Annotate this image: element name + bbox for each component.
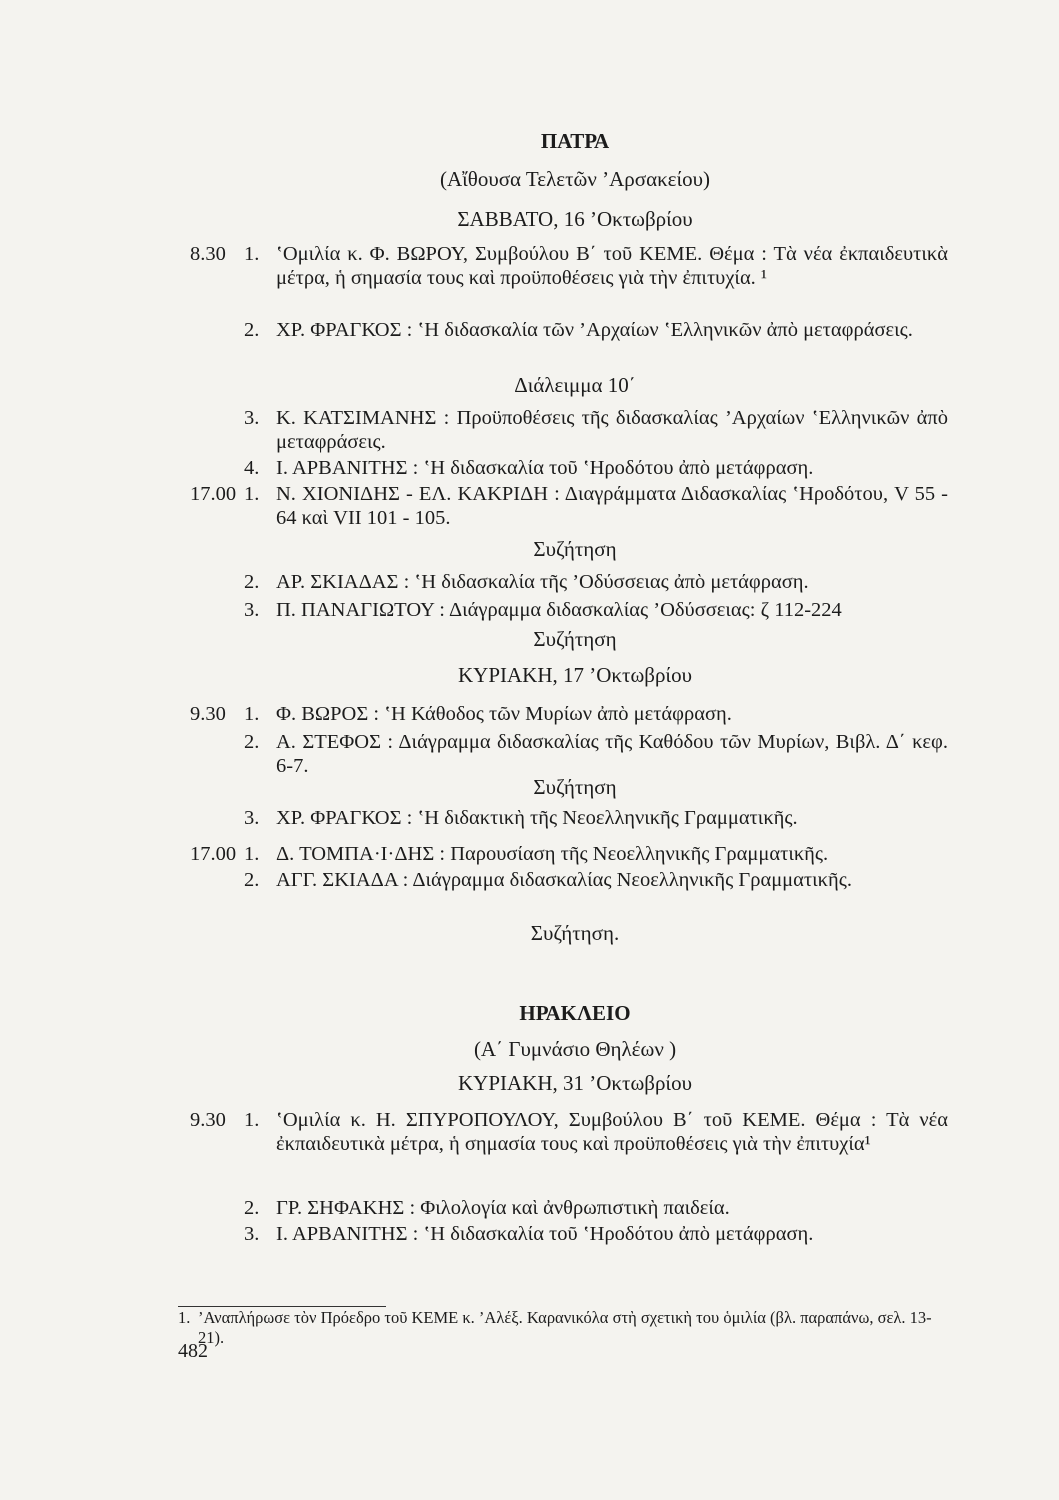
entry-number: 1. <box>244 243 260 265</box>
entry-number: 2. <box>244 571 260 593</box>
entry-text: ΑΓΓ. ΣΚΙΑΔΑ : Διάγραμμα διδασκαλίας Νεοελληνικῆς Γραμματικῆς. <box>276 869 852 891</box>
day-heading-sunday: ΚΥΡΙΑΚΗ, 17 ’Οκτωβρίου <box>458 663 692 687</box>
entry-text: ΓΡ. ΣΗΦΑΚΗΣ : Φιλολογία καὶ ἀνθρωπιστικὴ παιδεία. <box>276 1197 730 1219</box>
entry-text: Ι. ΑΡΒΑΝΙΤΗΣ : ʽΗ διδασκαλία τοῦ ʽΗροδότου ἀπὸ μετάφραση. <box>276 1223 814 1245</box>
page-number: 482 <box>178 1340 208 1362</box>
day-heading-saturday: ΣΑΒΒΑΤΟ, 16 ’Οκτωβρίου <box>457 207 693 231</box>
entry-time: 9.30 <box>190 1109 226 1131</box>
entry-number: 2. <box>244 319 260 341</box>
entry-text: ʽΟμιλία κ. Η. ΣΠΥΡΟΠΟΥΛΟΥ, Συμβούλου Β΄ τοῦ ΚΕΜΕ. Θέμα : Τὰ νέα ἐκπαιδευτικὰ μέτρα, ἡ σημασία τους καὶ προϋποθέσεις γιὰ τὴν ἐπιτυχία¹ <box>276 1109 948 1155</box>
entry-number: 2. <box>244 869 260 891</box>
section-title-irakleio: ΗΡΑΚΛΕΙΟ <box>519 1001 631 1025</box>
entry-text: Κ. ΚΑΤΣΙΜΑΝΗΣ : Προϋποθέσεις τῆς διδασκαλίας ’Αρχαίων ʽΕλληνικῶν ἀπὸ μεταφράσεις. <box>276 407 948 453</box>
entry-text: ʽΟμιλία κ. Φ. ΒΩΡΟΥ, Συμβούλου Β΄ τοῦ ΚΕΜΕ. Θέμα : Τὰ νέα ἐκπαιδευτικὰ μέτρα, ἡ σημασία τους καὶ προϋποθέσεις γιὰ τὴν ἐπιτυχία. ¹ <box>276 243 948 289</box>
entry-number: 1. <box>244 843 260 865</box>
section-title-patra: ΠΑΤΡΑ <box>540 129 610 153</box>
entry-text: Ν. ΧΙΟΝΙΔΗΣ - ΕΛ. ΚΑΚΡΙΔΗ : Διαγράμματα Διδασκαλίας ʽΗροδότου, V 55 - 64 καὶ VII 101 - 105. <box>276 483 948 529</box>
discussion-heading: Συζήτηση <box>533 775 617 799</box>
entry-text: Ι. ΑΡΒΑΝΙΤΗΣ : ʽΗ διδασκαλία τοῦ ʽΗροδότου ἀπὸ μετάφραση. <box>276 457 814 479</box>
day-heading-irakleio: ΚΥΡΙΑΚΗ, 31 ’Οκτωβρίου <box>458 1071 692 1095</box>
entry-time: 8.30 <box>190 243 226 265</box>
entry-time: 17.00 <box>190 843 237 865</box>
entry-number: 3. <box>244 807 260 829</box>
footnote-number: 1. <box>178 1308 191 1327</box>
entry-time: 17.00 <box>190 483 237 505</box>
entry-text: Φ. ΒΩΡΟΣ : ʽΗ Κάθοδος τῶν Μυρίων ἀπὸ μετάφραση. <box>276 703 732 725</box>
entry-text: Π. ΠΑΝΑΓΙΩΤΟΥ : Διάγραμμα διδασκαλίας ’Οδύσσειας: ζ 112-224 <box>276 599 842 621</box>
entry-time: 9.30 <box>190 703 226 725</box>
venue-irakleio: (Α΄ Γυμνάσιο Θηλέων ) <box>473 1037 677 1061</box>
entry-number: 3. <box>244 599 260 621</box>
entry-text: ΑΡ. ΣΚΙΑΔΑΣ : ʽΗ διδασκαλία τῆς ’Οδύσσειας ἀπὸ μετάφραση. <box>276 571 809 593</box>
discussion-heading: Συζήτηση <box>533 537 617 561</box>
entry-number: 3. <box>244 407 260 429</box>
footnote-text: ’Αναπλήρωσε τὸν Πρόεδρο τοῦ ΚΕΜΕ κ. ’Αλέξ. Καρανικόλα στὴ σχετικὴ του ὁμιλία (βλ. παραπάνω, σελ. 13-21). <box>198 1308 932 1347</box>
discussion-heading: Συζήτηση <box>533 627 617 651</box>
entry-text: ΧΡ. ΦΡΑΓΚΟΣ : ʽΗ διδασκαλία τῶν ’Αρχαίων ʽΕλληνικῶν ἀπὸ μεταφράσεις. <box>276 319 913 341</box>
entry-number: 4. <box>244 457 260 479</box>
discussion-heading: Συζήτηση. <box>530 921 620 945</box>
break-heading: Διάλειμμα 10΄ <box>514 373 636 397</box>
footnote-rule <box>178 1306 386 1307</box>
entry-text: Α. ΣΤΕΦΟΣ : Διάγραμμα διδασκαλίας τῆς Καθόδου τῶν Μυρίων, Βιβλ. Δ΄ κεφ. 6-7. <box>276 731 948 777</box>
entry-text: ΧΡ. ΦΡΑΓΚΟΣ : ʽΗ διδακτικὴ τῆς Νεοελληνικῆς Γραμματικῆς. <box>276 807 798 829</box>
venue-patra: (Αἴθουσα Τελετῶν ’Αρσακείου) <box>439 167 711 191</box>
entry-number: 1. <box>244 483 260 505</box>
entry-number: 3. <box>244 1223 260 1245</box>
entry-number: 2. <box>244 731 260 753</box>
entry-number: 1. <box>244 703 260 725</box>
entry-number: 1. <box>244 1109 260 1131</box>
entry-number: 2. <box>244 1197 260 1219</box>
entry-text: Δ. ΤΟΜΠΑ·Ι·ΔΗΣ : Παρουσίαση τῆς Νεοελληνικῆς Γραμματικῆς. <box>276 843 829 865</box>
